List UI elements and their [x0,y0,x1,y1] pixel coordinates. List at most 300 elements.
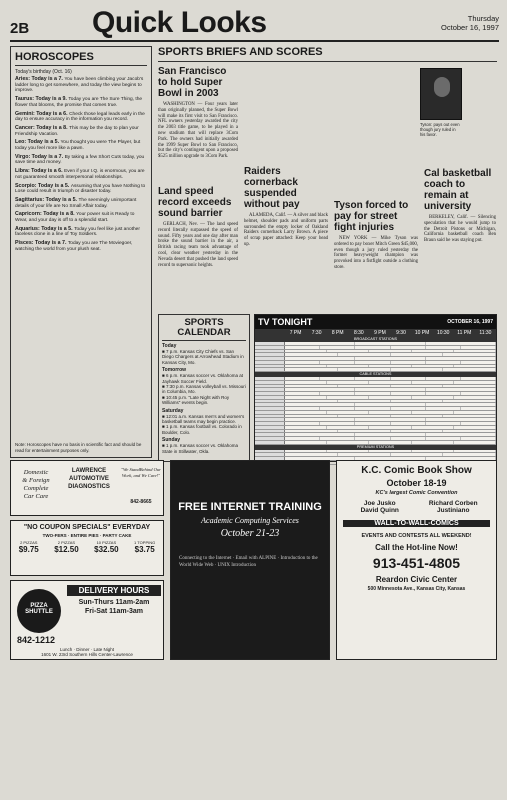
tv-section-header: BROADCAST STATIONS [255,337,496,342]
tv-program [426,403,496,406]
tv-program [412,450,454,453]
ad-line: & Foreign [22,477,50,484]
tv-program [391,353,444,356]
sign-name: Sagittarius: Today is a 5. [15,196,79,203]
tv-program [461,392,496,395]
tv-program [443,453,496,456]
coupon-price [54,540,78,554]
tv-channel [255,418,285,421]
sports-title: SPORTS BRIEFS AND SCORES [158,46,497,62]
tv-channel [255,433,285,436]
tv-channel [255,361,285,364]
comic-events: EVENTS AND CONTESTS ALL WEEKEND! [361,533,472,539]
coupon-price-label: 2 PIZZAS [57,540,76,545]
tv-program [355,407,390,410]
comic-guests [337,500,496,514]
tv-channel [255,407,285,410]
tv-program [461,422,496,425]
tv-program [355,388,425,391]
tv-program [338,385,391,388]
ad-line: Domestic [23,469,49,476]
calendar-item: ■ 7:30 p.m. Kansas volleyball vs. Missouri in Columbia, Mo. [162,384,246,395]
article-body: GERLACH, Nev. — The land speed record literally surpassed the speed of sound. Fifty years and one day after man broke the sound barrier in the air, a British racing team took advantage of cool, clear weather yesterday in the Nevada desert that pushed the land speed record to supersonic heights. [158,222,238,268]
tv-program [391,385,444,388]
horoscope-sign [15,140,147,151]
tv-program [454,365,496,368]
tv-program [454,441,496,444]
tv-program [412,365,454,368]
article-body: NEW YORK — Mike Tyson was ordered to pay boxer Mitch Green $45,000, even though a jury ruled yesterday the former heavyweight champion was provoked into a fistfight outside a clothing store. [334,236,418,270]
issue-date [441,14,499,32]
tv-program [355,361,390,364]
sign-name: Scorpio: Today is a 5. [15,182,71,189]
sign-text: You have been climbing your Jacob's ladder long to get somewhere, and today the view begins to improve. [15,77,144,94]
horoscope-sign [15,241,147,252]
tv-program [391,437,426,440]
tv-program [369,441,411,444]
sign-text: Check those legal leads early in the day to ensure accuracy in the information you record. [15,111,145,123]
tv-program [285,422,320,425]
sign-name: Aries: Today is a 7. [15,76,65,82]
tv-program [369,365,411,368]
tv-program [461,437,496,440]
tv-program [355,342,425,345]
tv-section-header: PREMIUM STATIONS [255,445,496,450]
tv-program [443,415,496,418]
article-headline: Raiders cornerback suspended without pay [244,166,300,210]
tv-program [285,450,327,453]
internet-training-ad [170,460,330,660]
sign-text: Assuming that you have Nothing to Lose could result in triumph or disaster today. [15,183,146,195]
horoscope-sign [15,155,147,166]
tv-program [355,422,390,425]
tv-program [426,388,496,391]
tv-program [285,342,355,345]
sign-name: Virgo: Today is a 7. [15,153,65,160]
hours-weekend: Fri-Sat 11am-3am [85,608,143,615]
coupon-price-label: 1 TOPPING [134,540,156,545]
tv-program [285,433,355,436]
calendar-day: Saturday [162,407,184,414]
tv-program [369,396,411,399]
auto-ad-name: LAWRENCE AUTOMOTIVE DIAGNOSTICS [68,468,110,490]
sign-name: Libra: Today is a 6. [15,168,65,175]
page-header [10,6,499,42]
tv-channel [255,441,285,444]
tv-program [454,396,496,399]
sign-name: Gemini: Today is a 6. [15,110,70,117]
tv-program [327,450,369,453]
tv-program [355,346,390,349]
comic-dates: October 18-19 [386,478,447,488]
sign-text: By taking a few Short Cuts today, you save time and money. [15,154,145,166]
calendar-days [162,343,246,454]
birthday-line: Today's birthday (Oct. 16) [15,69,72,75]
tv-program [369,381,411,384]
tv-program [391,346,426,349]
article-body: WASHINGTON — Four years later than originally planned, the Super Bowl will make its first visit to San Francisco. NFL owners yesterday awarded the city the 2003 title game, to be played in a new stadium that will replace 3Com Park. The owners had initially awarded the 1999 Super Bowl to San Francisco, but the city's contingent upon a proposed $525 million upgrade to 3Com Park. [158,102,238,160]
article-headline: San Francisco to hold Super Bowl in 2003 [158,66,227,99]
tv-channel [255,422,285,425]
tv-program [285,403,355,406]
tv-program [355,433,425,436]
tv-program [412,426,454,429]
tv-program [426,342,496,345]
tv-program [391,377,426,380]
coupon-price [19,540,39,554]
page-number: 2B [10,20,30,37]
pizza-ad [10,580,164,660]
tv-program [285,453,338,456]
tv-program [369,450,411,453]
horoscope-note: Note: Horoscopes have no basis in scientific fact and should be read for entertainment purposes only. [15,442,142,453]
tv-program [369,350,411,353]
tv-program [391,407,426,410]
tv-program [320,392,355,395]
sign-text: This may be the day to plan your Friendship Vacation. [15,125,139,137]
tv-program [285,381,327,384]
auto-ad [10,460,164,516]
sign-name: Leo: Today is a 5. [15,139,61,146]
internet-sub: Academic Computing Services [201,516,299,525]
tv-program [426,437,461,440]
coupon-prices [11,540,163,554]
tv-program [327,411,369,414]
internet-dates: October 21-23 [220,528,280,539]
sign-name: Pisces: Today is a 7. [15,240,68,247]
tv-program [426,346,461,349]
article-cal-coach [424,168,496,310]
tv-program [412,396,454,399]
article-headline: Tyson forced to pay for street fight injuries [334,200,409,233]
calendar-item: ■ 7 p.m. Kansas City Chiefs vs. San Diego Chargers at Arrowhead Stadium in Kansas City, Mo. [162,349,244,365]
tv-program [454,411,496,414]
tv-program [285,385,338,388]
comic-sub: KC's largest Comic Convention [375,490,458,496]
horoscope-sign [15,227,147,238]
tv-program [285,415,338,418]
tv-channel [255,388,285,391]
tv-program [461,407,496,410]
tv-channel [255,357,285,360]
time-slot: 11:30 [479,330,492,336]
coupon-ad [10,520,164,576]
article-body: ALAMEDA, Calif. — A silver and black helmet, shoulder pads and uniform parts surrounded the empty locker of Oakland Raiders cornerback Larry Brown. A piece of scrap paper attached: Keep your head up. [244,213,328,247]
tv-program [443,400,496,403]
time-slot: 10 PM [414,330,430,336]
tv-title-text: TV TONIGHT [258,317,313,327]
tv-program [426,407,461,410]
tv-program [412,441,454,444]
comic-guest: Justiniano [436,507,470,514]
coupon-title: "NO COUPON SPECIALS" EVERYDAY [23,524,151,531]
tv-program [369,426,411,429]
tv-program [285,357,355,360]
tv-program [461,377,496,380]
content-area [10,46,499,466]
pizza-shuttle-logo: PIZZA SHUTTLE [17,589,61,633]
article-tyson [334,200,418,310]
tv-program [461,361,496,364]
horoscope-sign [15,184,147,195]
comic-guest: Richard Corben [428,500,478,507]
tv-program [338,368,391,371]
time-slot: 11 PM [457,330,472,336]
tv-program [285,350,327,353]
tv-program [338,400,391,403]
tv-channel [255,346,285,349]
tv-program [285,441,327,444]
tv-program [391,400,444,403]
tv-program [285,407,320,410]
pizza-address: 1601 W. 23rd Southern Hills Center-Lawrence [41,652,133,657]
calendar-day: Sunday [162,437,181,444]
comic-wall: WALL-TO-WALL-COMICS [343,520,490,527]
calendar-item: ■ 1 p.m. Kansas soccer vs. Oklahoma State in Stillwater, Okla. [162,443,238,454]
article-headline: Land speed record exceeds sound barrier [158,186,232,219]
tv-program [327,365,369,368]
tv-title [255,315,496,329]
sign-text: The seemingly unimportant details of your life are No Small Affair today. [15,197,137,209]
page-title: Quick Looks [92,6,267,39]
comic-address: 500 Minnesota Ave., Kansas City, Kansas [367,586,466,592]
horoscope-sign [15,77,147,94]
horoscopes-column [10,46,152,458]
tv-program [426,433,496,436]
tv-program [391,453,444,456]
tv-program [285,368,338,371]
comic-title: K.C. Comic Book Show [361,465,472,476]
tv-program [412,411,454,414]
calendar-item: ■ 6 p.m. Kansas soccer vs. Oklahoma at Jayhawk Soccer Field. [162,373,243,384]
coupon-price [94,540,118,554]
coupon-price-value: $32.50 [94,545,119,554]
issue-day: Thursday [467,14,499,23]
tv-channel [255,400,285,403]
tv-program [426,418,496,421]
sign-text: Your power suit is Ready to Wear, and your day is off to a splendid start. [15,212,135,224]
issue-date-text: October 16, 1997 [441,23,499,32]
tv-channel [255,381,285,384]
calendar-item: ■ 1 p.m. Kansas football vs. Colorado in Boulder, Colo. [162,424,242,435]
tv-program [391,361,426,364]
horoscope-sign [15,169,147,180]
tv-program [454,381,496,384]
tv-program [454,426,496,429]
calendar-item: ■ 10:45 p.m. "Late Night with Roy Williams" events begin. [162,394,230,406]
tv-channel [255,368,285,371]
tv-channel [255,342,285,345]
internet-body: Connecting to the Internet · Email with ALPINE · Introduction to the World Wide Web · UNIX Introduction [179,556,318,568]
tv-program [338,430,391,433]
comic-show-ad [336,460,497,660]
tv-listings [255,337,496,465]
tv-program [285,377,320,380]
time-slot: 8 PM [331,330,344,336]
tv-channel [255,453,285,456]
ads-area [10,460,497,790]
tv-channel [255,385,285,388]
tv-time-header [255,329,496,337]
tv-channel [255,411,285,414]
ad-line: Car Care [23,493,49,500]
tv-program [355,392,390,395]
auto-ad-phone: 842-8665 [130,499,152,505]
sign-name: Taurus: Today is a 9. [15,96,69,103]
tv-grid [254,314,497,462]
tv-channel [255,426,285,429]
tv-program [355,357,425,360]
tv-program [285,346,320,349]
tv-channel [255,353,285,356]
tv-program [426,361,461,364]
tv-program [320,346,355,349]
pizza-footer [11,647,163,657]
tv-program [327,441,369,444]
tv-program [285,430,338,433]
internet-title: FREE INTERNET TRAINING [178,501,322,513]
tv-program [285,361,320,364]
tv-program [320,377,355,380]
tv-program [327,396,369,399]
photo-caption: Tyson: pays out even though jury ruled in his favor. [420,122,460,137]
tv-program [391,422,426,425]
comic-phone: 913-451-4805 [372,555,461,571]
tv-program [285,353,338,356]
tv-channel [255,377,285,380]
tv-program [285,396,327,399]
tv-program [327,426,369,429]
calendar-day: Today [162,343,177,349]
pizza-phone: 842-1212 [17,635,56,645]
auto-ad-tag: "We StandBehind Our Work, and We Care!" [121,467,161,478]
horoscope-list [15,77,147,253]
sign-text: Today you are The Sure Thing, the flower that blooms, the promise that comes true. [15,97,143,108]
tv-program [285,388,355,391]
hours-weekday: Sun-Thurs 11am-2am [78,599,150,606]
tv-program [443,385,496,388]
coupon-price-value: $12.50 [54,545,79,554]
coupon-price-label: 2 PIZZAS [20,540,38,545]
calendar-item: ■ 12:01 a.m. Kansas men's and women's basketball teams may begin practice. [162,413,245,425]
tv-channel [255,415,285,418]
horoscopes-title: HOROSCOPES [15,51,147,66]
tv-program [369,411,411,414]
tv-program [426,392,461,395]
tv-program [285,437,320,440]
sign-text: You thought you were The Player, but today you feel more like a pawn. [15,140,141,152]
coupon-sub: TWO-FERS · ENTIRE PIES · PARTY CAKE [42,533,132,538]
time-slot: 9 PM [374,330,386,336]
tv-program [285,400,338,403]
tv-program [320,407,355,410]
calendar-day: Tomorrow [162,367,187,374]
tv-channel [255,430,285,433]
tv-channel [255,365,285,368]
sign-name: Aquarius: Today is a 5. [15,225,75,232]
tv-program [327,350,369,353]
comic-hotline: Call the Hot-line Now! [375,543,458,552]
tv-program [320,437,355,440]
coupon-price-value: $3.75 [134,545,155,554]
pizza-lunch: Lunch · Dinner · Late Night [59,647,115,652]
tv-channel [255,350,285,353]
tv-program [454,450,496,453]
tv-program [443,353,496,356]
tyson-photo [420,68,462,120]
tv-channel [255,437,285,440]
time-slot: 7:30 [311,330,322,336]
horoscope-sign [15,97,147,108]
horoscope-sign [15,126,147,137]
tv-program [320,422,355,425]
sign-name: Capricorn: Today is a 8. [15,211,77,218]
tv-program [355,377,390,380]
tv-program [454,350,496,353]
article-land-speed [158,186,238,310]
delivery-label: DELIVERY HOURS [67,585,161,596]
tv-program [391,415,444,418]
sign-name: Cancer: Today is a 8. [15,124,70,131]
time-slot: 8:30 [353,330,364,336]
sign-text: Today you are The Moviegoer, watching the world from your plush seat. [15,241,133,252]
tv-program [355,418,425,421]
coupon-price-label: 10 PIZZAS [96,540,117,545]
tv-channel [255,396,285,399]
tv-program [412,381,454,384]
article-headline: Cal basketball coach to remain at university [424,168,492,212]
tv-program [426,377,461,380]
tv-program [426,357,496,360]
sign-text: Today you feel like just another faceless clone in a line of Toy Soldiers. [15,226,140,238]
article-body: BERKELEY, Calif. — Silencing speculation that he would jump to the Detroit Pistons or Michigan, California basketball coach Ben Braun said he was staying put. [424,215,496,244]
tv-date: OCTOBER 16, 1997 [447,319,493,325]
comic-guest: David Quinn [360,507,399,514]
calendar-title: SPORTS CALENDAR [162,318,246,341]
time-slot: 10:30 [436,330,450,336]
tv-channel [255,392,285,395]
tv-program [355,403,425,406]
time-slot: 7 PM [289,330,302,336]
sports-calendar [158,314,250,462]
horoscope-sign [15,112,147,123]
coupon-price [134,540,155,554]
tv-section-header: CABLE STATIONS [255,372,496,377]
sign-text: Even if your I.Q. is enormous, you are not guaranteed smooth interpersonal relationships. [15,169,145,180]
tv-program [285,418,355,421]
coupon-price-value: $9.75 [18,545,39,554]
horoscope-sign [15,198,147,209]
tv-program [443,368,496,371]
tv-channel [255,450,285,453]
horoscope-sign [15,212,147,223]
tv-program [426,422,461,425]
tv-program [391,368,444,371]
tv-program [338,453,391,456]
tv-channel [255,403,285,406]
tv-program [285,426,327,429]
tv-program [285,411,327,414]
comic-venue: Reardon Civic Center [375,575,458,584]
tv-program [461,346,496,349]
tv-program [355,437,390,440]
tv-program [285,365,327,368]
ad-line: Complete [23,485,49,492]
auto-ad-left [17,469,55,501]
time-slot: 9:30 [396,330,406,336]
tv-program [391,430,444,433]
tv-program [443,430,496,433]
